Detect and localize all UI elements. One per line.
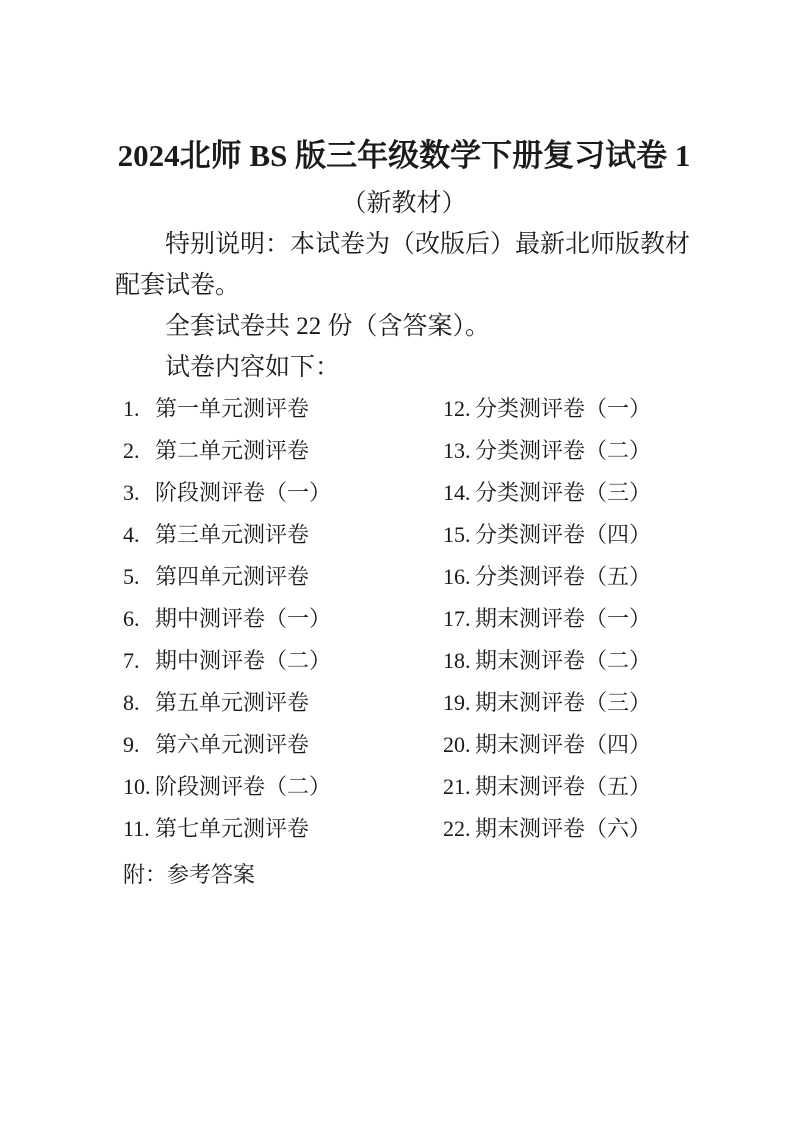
list-item bbox=[123, 724, 443, 766]
list-item bbox=[123, 556, 443, 598]
list-item bbox=[123, 598, 443, 640]
item-number: 8. bbox=[123, 690, 140, 715]
item-label: 期末测评卷（四） bbox=[475, 732, 652, 757]
item-number: 9. bbox=[123, 732, 140, 757]
item-label: 第一单元测评卷 bbox=[155, 396, 310, 421]
item-label: 期末测评卷（六） bbox=[475, 816, 652, 841]
list-item bbox=[123, 430, 443, 472]
item-label: 期末测评卷（一） bbox=[475, 606, 652, 631]
list-item bbox=[123, 808, 443, 850]
item-number: 13. bbox=[443, 438, 471, 463]
list-item bbox=[123, 682, 443, 724]
item-label: 第二单元测评卷 bbox=[155, 438, 310, 463]
list-item bbox=[123, 388, 443, 430]
item-label: 期末测评卷（五） bbox=[475, 774, 652, 799]
item-number: 15. bbox=[443, 522, 471, 547]
appendix-note: 附：参考答案 bbox=[123, 862, 256, 887]
item-label: 分类测评卷（一） bbox=[475, 396, 652, 421]
contents-heading: 试卷内容如下： bbox=[165, 354, 341, 381]
set-info-paragraph: 全套试卷共 22 份（含答案）。 bbox=[165, 313, 491, 340]
item-number: 17. bbox=[443, 606, 471, 631]
list-item bbox=[443, 598, 693, 640]
list-item bbox=[443, 514, 693, 556]
item-number: 11. bbox=[123, 816, 150, 841]
item-number: 20. bbox=[443, 732, 471, 757]
list-item bbox=[443, 472, 693, 514]
item-label: 阶段测评卷（一） bbox=[155, 480, 332, 505]
page-title: 2024北师 BS 版三年级数学下册复习试卷 1 bbox=[117, 138, 691, 173]
item-number: 4. bbox=[123, 522, 140, 547]
item-number: 16. bbox=[443, 564, 471, 589]
list-item bbox=[443, 640, 693, 682]
list-item bbox=[123, 766, 443, 808]
item-number: 21. bbox=[443, 774, 471, 799]
item-number: 5. bbox=[123, 564, 140, 589]
item-label: 第五单元测评卷 bbox=[155, 690, 310, 715]
item-label: 分类测评卷（四） bbox=[475, 522, 652, 547]
contents-column-right bbox=[443, 388, 693, 850]
item-label: 分类测评卷（二） bbox=[475, 438, 652, 463]
item-label: 第七单元测评卷 bbox=[155, 816, 310, 841]
item-number: 22. bbox=[443, 816, 471, 841]
list-item bbox=[123, 640, 443, 682]
item-label: 第六单元测评卷 bbox=[155, 732, 310, 757]
item-number: 14. bbox=[443, 480, 471, 505]
item-number: 2. bbox=[123, 438, 140, 463]
list-item bbox=[123, 514, 443, 556]
item-label: 期末测评卷（三） bbox=[475, 690, 652, 715]
list-item bbox=[443, 556, 693, 598]
item-number: 18. bbox=[443, 648, 471, 673]
item-label: 期中测评卷（一） bbox=[155, 606, 332, 631]
item-label: 分类测评卷（五） bbox=[475, 564, 652, 589]
contents-list bbox=[123, 388, 693, 850]
page-subtitle: （新教材） bbox=[341, 190, 467, 217]
contents-column-left bbox=[123, 388, 443, 850]
item-label: 期末测评卷（二） bbox=[475, 648, 652, 673]
item-number: 3. bbox=[123, 480, 140, 505]
item-number: 1. bbox=[123, 396, 140, 421]
item-number: 6. bbox=[123, 606, 140, 631]
list-item bbox=[443, 808, 693, 850]
list-item bbox=[123, 472, 443, 514]
item-label: 阶段测评卷（二） bbox=[155, 774, 332, 799]
item-number: 12. bbox=[443, 396, 471, 421]
list-item bbox=[443, 682, 693, 724]
item-label: 第三单元测评卷 bbox=[155, 522, 310, 547]
list-item bbox=[443, 430, 693, 472]
item-label: 第四单元测评卷 bbox=[155, 564, 310, 589]
item-label: 分类测评卷（三） bbox=[475, 480, 652, 505]
item-number: 7. bbox=[123, 648, 140, 673]
list-item bbox=[443, 766, 693, 808]
list-item bbox=[443, 724, 693, 766]
item-number: 19. bbox=[443, 690, 471, 715]
list-item bbox=[443, 388, 693, 430]
item-label: 期中测评卷（二） bbox=[155, 648, 332, 673]
item-number: 10. bbox=[123, 774, 151, 799]
special-note-paragraph: 特别说明：本试卷为（改版后）最新北师版教材配套试卷。 bbox=[115, 231, 691, 299]
